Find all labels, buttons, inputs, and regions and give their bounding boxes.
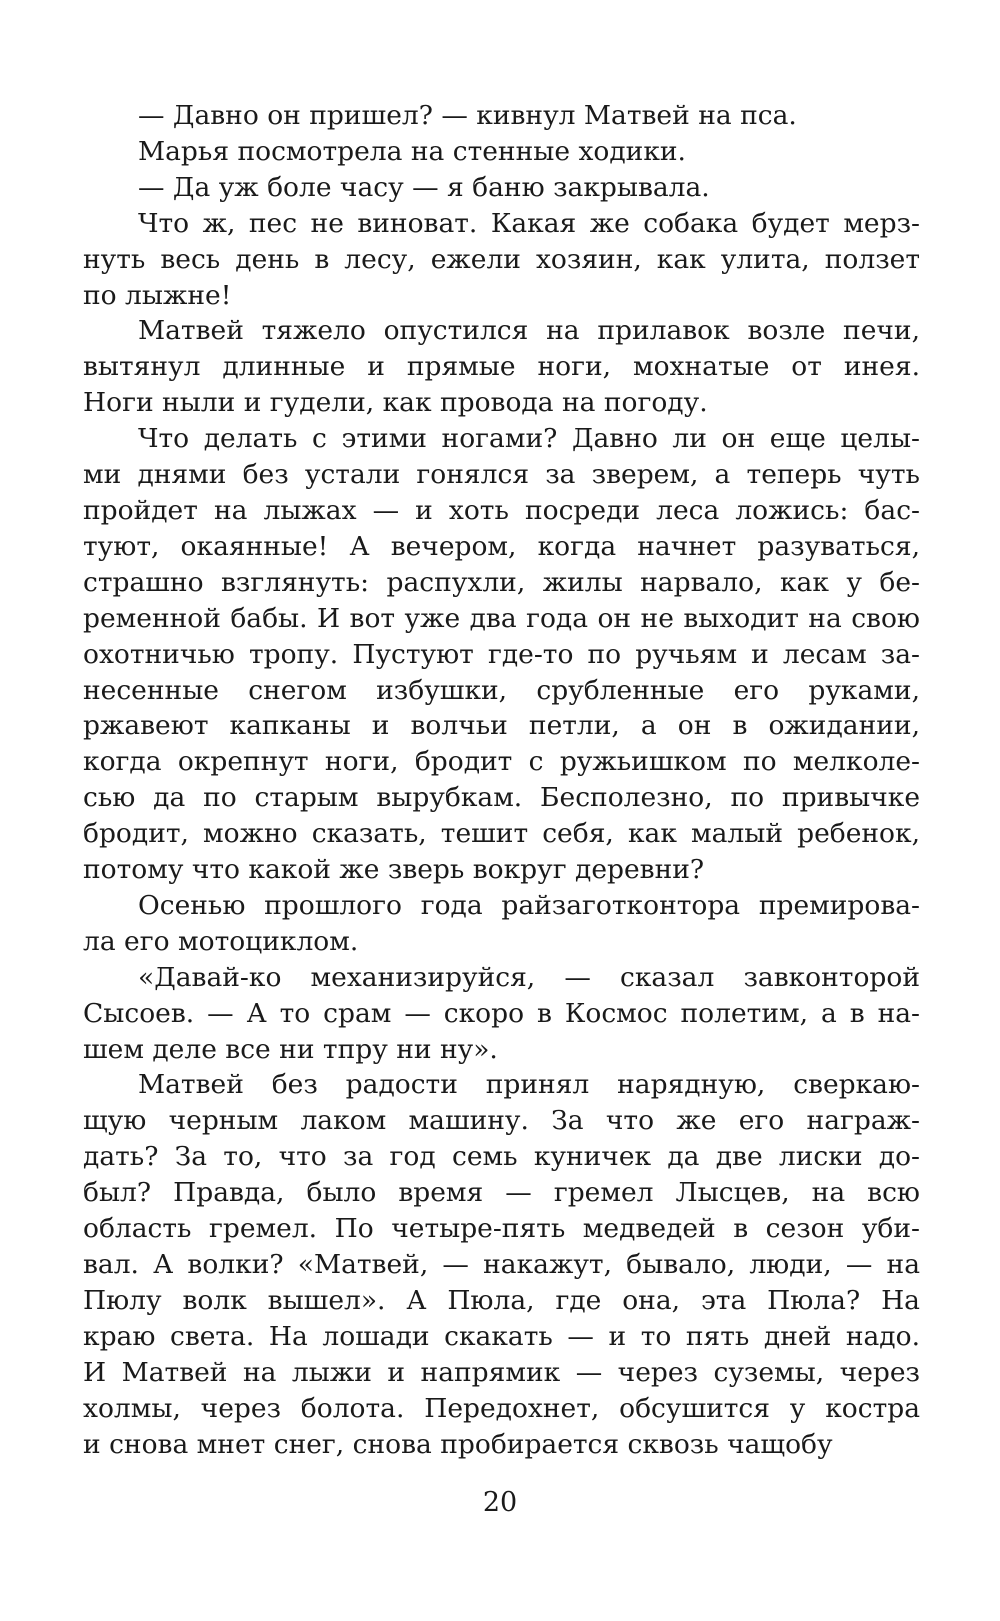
text-line: несенные снегом избушки, срубленные его руками, bbox=[83, 674, 920, 706]
text-line: страшно взглянуть: распухли, жилы нарвало, как у бе- bbox=[83, 566, 920, 598]
text-line: Ноги ныли и гудели, как провода на погоду. bbox=[83, 387, 708, 419]
text-line: ла его мотоциклом. bbox=[83, 925, 359, 957]
text-line: Матвей без радости принял нарядную, сверкаю- bbox=[138, 1069, 920, 1101]
text-line: пройдет на лыжах — и хоть посреди леса ложись: бас- bbox=[83, 494, 920, 526]
text-line: Матвей тяжело опустился на прилавок возле печи, bbox=[138, 315, 920, 347]
text-line: холмы, через болота. Передохнет, обсушится у костра bbox=[83, 1392, 920, 1424]
text-line: Марья посмотрела на стенные ходики. bbox=[138, 135, 686, 167]
page-number: 20 bbox=[482, 1487, 518, 1518]
page-body bbox=[83, 98, 920, 1462]
text-line: И Матвей на лыжи и напрямик — через суземы, через bbox=[83, 1356, 920, 1388]
text-line: Сысоев. — А то срам — скоро в Космос полетим, а в на- bbox=[83, 997, 920, 1029]
paragraph bbox=[83, 206, 920, 314]
text-line: область гремел. По четыре-пять медведей в сезон уби- bbox=[83, 1213, 920, 1245]
text-line: Осенью прошлого года райзаготконтора премирова- bbox=[138, 889, 920, 921]
paragraph bbox=[83, 960, 920, 1068]
text-line: Пюлу волк вышел». А Пюла, где она, эта Пюла? На bbox=[83, 1284, 920, 1316]
paragraph bbox=[83, 1067, 920, 1462]
text-line: охотничью тропу. Пустуют где-то по ручьям и лесам за- bbox=[83, 638, 920, 670]
text-line: ременной бабы. И вот уже два года он не выходит на свою bbox=[83, 602, 920, 634]
text-line: по лыжне! bbox=[83, 279, 232, 311]
text-line: был? Правда, было время — гремел Лысцев, на всю bbox=[83, 1177, 920, 1209]
text-line: сью да по старым вырубкам. Бесполезно, по привычке bbox=[83, 782, 920, 814]
paragraph bbox=[83, 170, 920, 206]
text-line: и снова мнет снег, снова пробирается сквозь чащобу bbox=[83, 1428, 833, 1460]
text-line: Что ж, пес не виноват. Какая же собака будет мерз- bbox=[138, 207, 920, 239]
text-line: потому что какой же зверь вокруг деревни? bbox=[83, 854, 705, 886]
text-line: краю света. На лошади скакать — и то пять дней надо. bbox=[83, 1320, 920, 1352]
text-line: вытянул длинные и прямые ноги, мохнатые от инея. bbox=[83, 351, 920, 383]
paragraph bbox=[83, 313, 920, 421]
text-line: ржавеют капканы и волчьи петли, а он в ожидании, bbox=[83, 710, 920, 742]
text-line: нуть весь день в лесу, ежели хозяин, как улита, ползет bbox=[83, 243, 920, 275]
text-line: вал. А волки? «Матвей, — накажут, бывало, люди, — на bbox=[83, 1249, 920, 1280]
text-line: — Да уж боле часу — я баню закрывала. bbox=[138, 171, 710, 203]
text-line: бродит, можно сказать, тешит себя, как малый ребенок, bbox=[83, 818, 920, 850]
text-line: когда окрепнут ноги, бродит с ружьишком по мелколе- bbox=[83, 746, 920, 778]
text-line: «Давай-ко механизируйся, — сказал завконторой bbox=[138, 961, 920, 993]
text-line: туют, окаянные! А вечером, когда начнет разуваться, bbox=[83, 530, 920, 562]
text-line: щую черным лаком машину. За что же его награж- bbox=[83, 1105, 920, 1137]
text-line: ми днями без устали гонялся за зверем, а теперь чуть bbox=[83, 459, 920, 491]
paragraph bbox=[83, 421, 920, 888]
paragraph bbox=[83, 134, 920, 170]
text-line: шем деле все ни тпру ни ну». bbox=[83, 1033, 498, 1065]
text-line: — Давно он пришел? — кивнул Матвей на пса. bbox=[138, 100, 797, 131]
text-line: Что делать с этими ногами? Давно ли он еще целы- bbox=[138, 423, 920, 455]
text-line: дать? За то, что за год семь куничек да две лиски до- bbox=[83, 1141, 920, 1173]
paragraph bbox=[83, 98, 920, 134]
paragraph bbox=[83, 888, 920, 960]
